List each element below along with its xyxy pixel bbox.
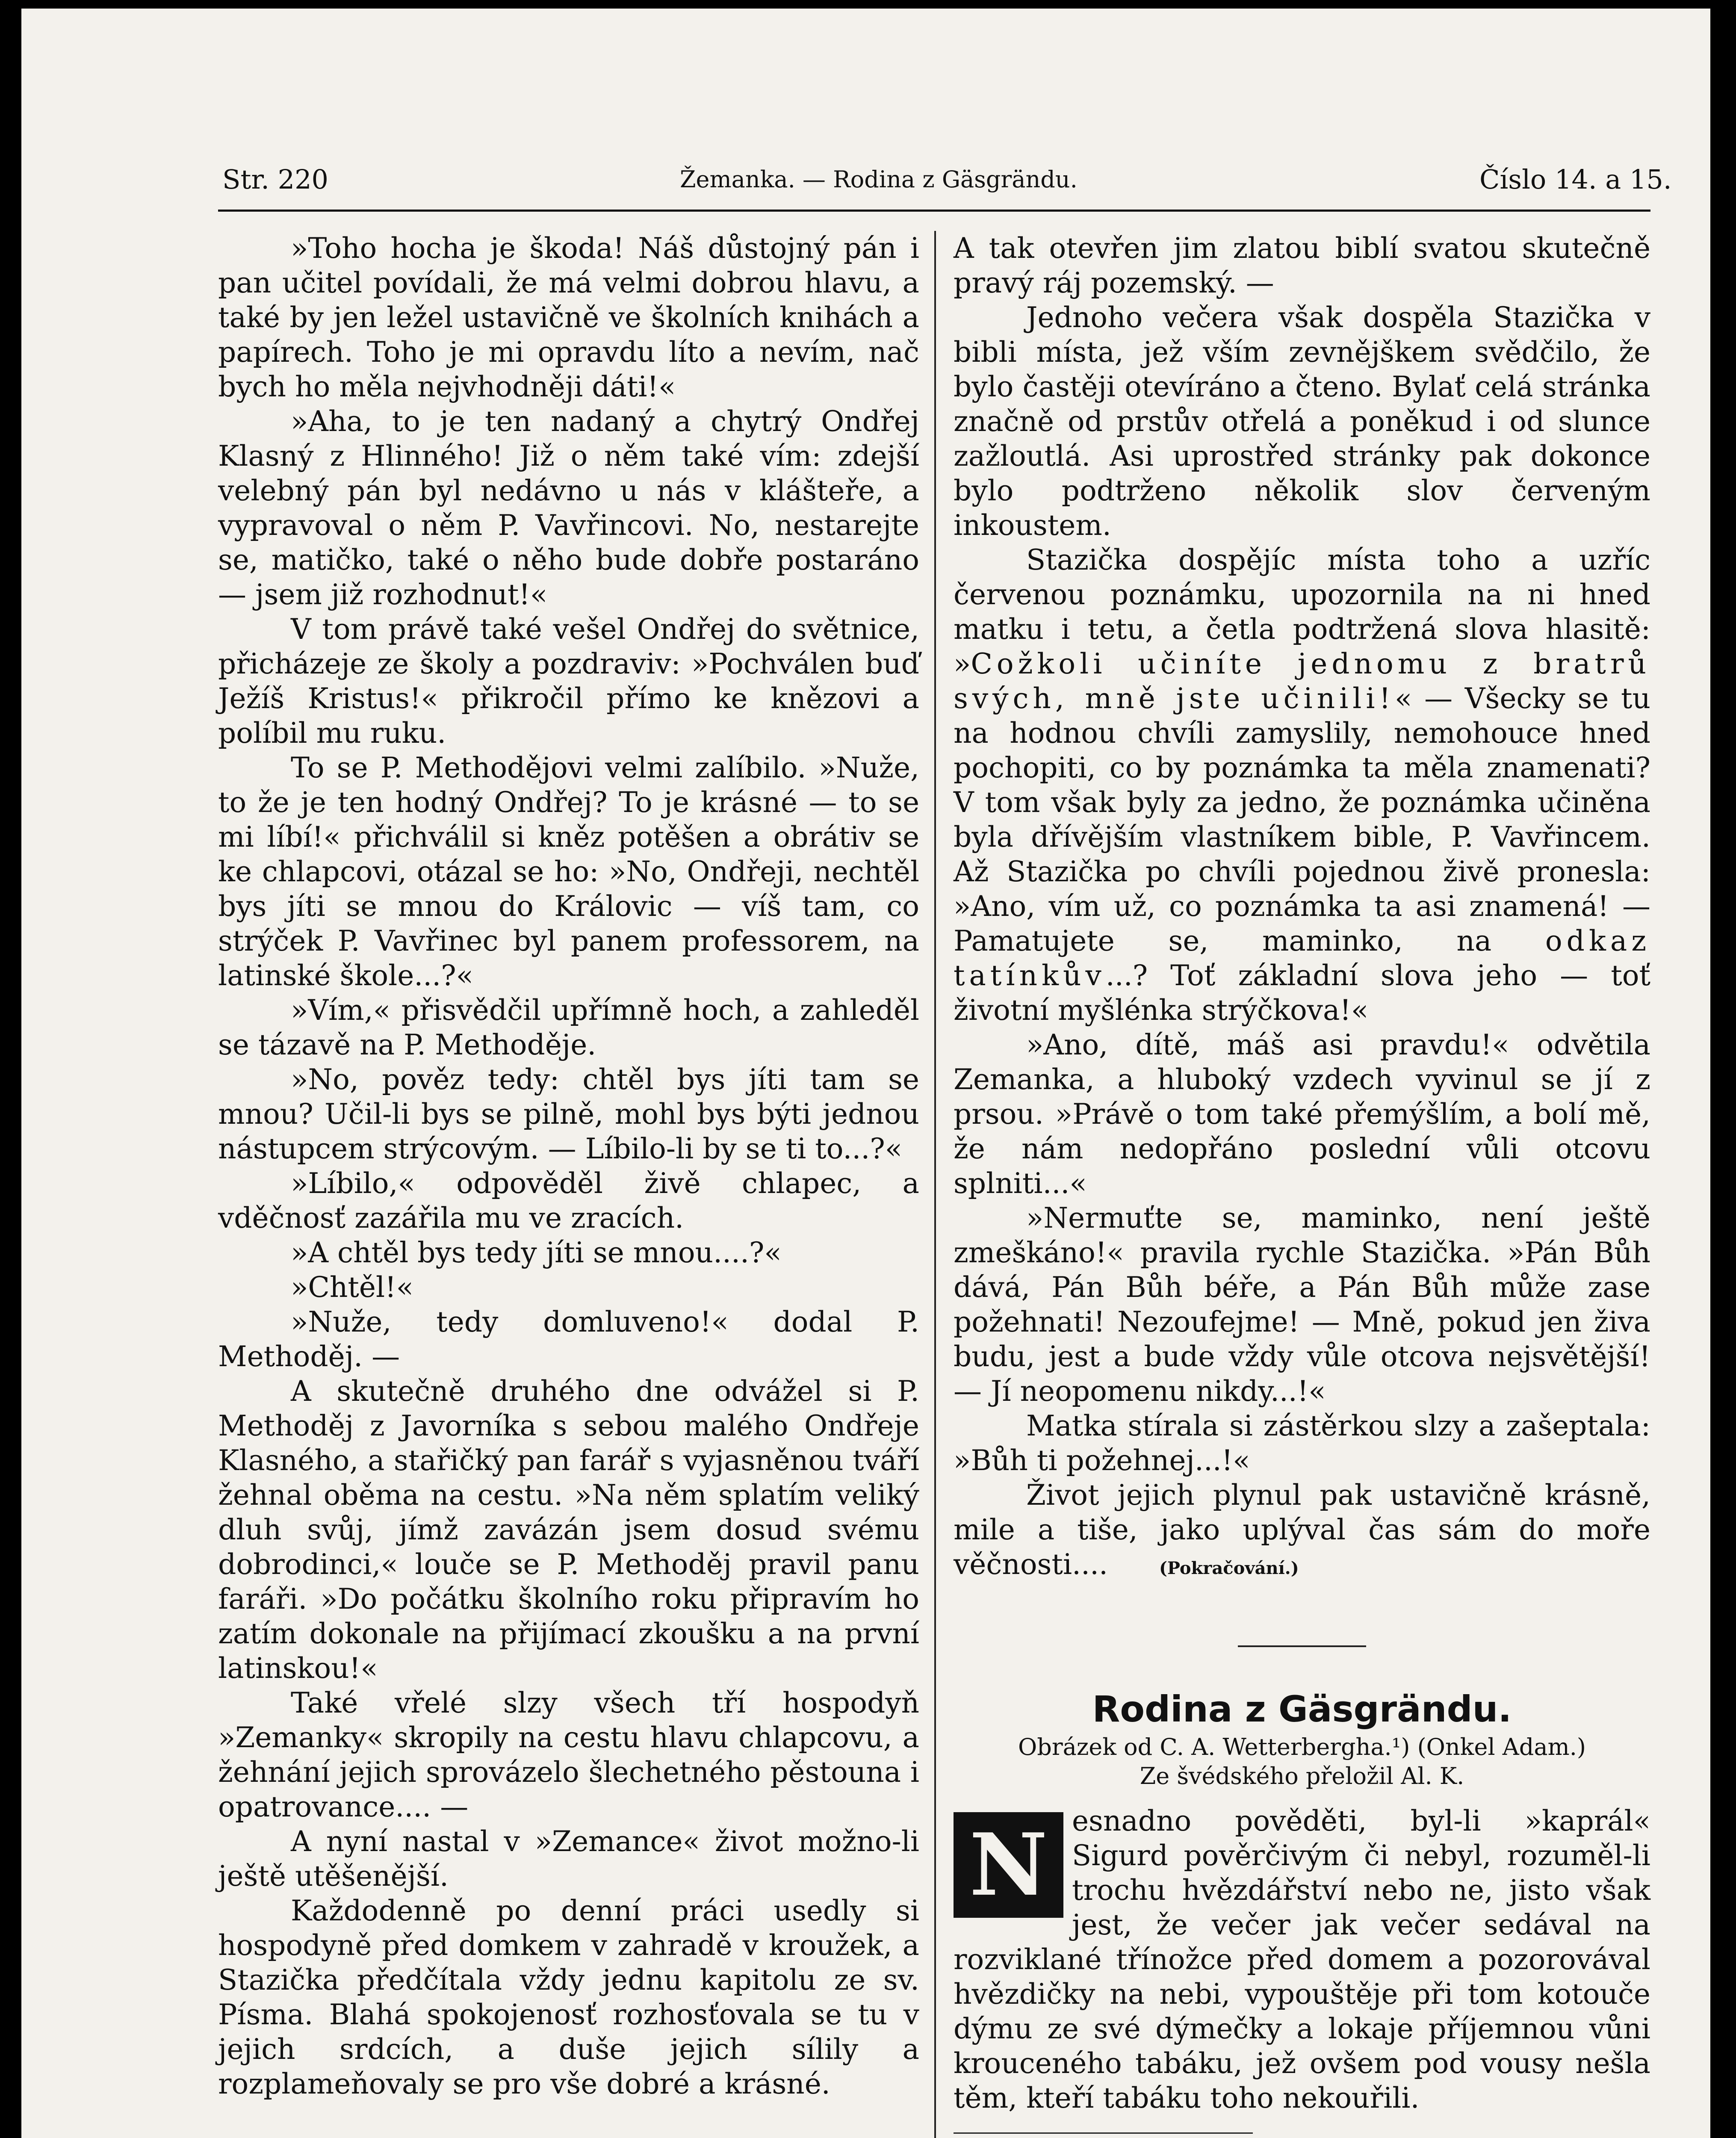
decorative-initial: N [954, 1812, 1063, 1918]
article-body [954, 1804, 1650, 2115]
paragraph: »No, pověz tedy: chtěl bys jíti tam se mnou? Učil-li bys se pilně, mohl bys býti jednou nástupcem strýcovým. — Líbilo-li by se ti to...?« [218, 1063, 919, 1165]
paragraph: V tom právě také vešel Ondřej do světnice, přicházeje ze školy a pozdraviv: »Pochválen buď Ježíš Kristus!« přikročil přímo ke knězovi a políbil mu ruku. [218, 613, 919, 750]
translator-credit: Ze švédského přeložil Al. K. [1140, 1763, 1464, 1790]
text-run: « — Všecky se tu na hodnou chvíli zamyslily, nemohouce hned pochopiti, co by poznámka ta měla znamenati? V tom však byly za jedno, že poznámka učiněna byla dřívějším vlastníkem bible, P. Vavřincem. Až Stazička po chvíli pojednou živě pronesla: »Ano, vím už, co poznámka ta asi znamená! — Pamatujete se, maminko, na [954, 682, 1650, 957]
paragraph: »A chtěl bys tedy jíti se mnou....?« [291, 1236, 782, 1269]
header-rule [218, 210, 1650, 212]
right-column [954, 231, 1650, 2138]
paragraph: To se P. Methodějovi velmi zalíbilo. »Nuže, to že je ten hodný Ondřej? To je krásné — to se mi líbí!« přichválil si kněz potěšen a obrátiv se ke chlapcovi, otázal se ho: »No, Ondřeji, nechtěl bys jíti se mnou do Královic — víš tam, co strýček P. Vavřinec byl panem professorem, na latinské škole...?« [218, 751, 919, 992]
paragraph: Matka stírala si zástěrkou slzy a zašeptala: »Bůh ti požehnej...!« [954, 1409, 1650, 1477]
page-number: Str. 220 [222, 164, 328, 195]
issue-number: Číslo 14. a 15. [1479, 164, 1672, 195]
paragraph: Také vřelé slzy všech tří hospodyň »Zemanky« skropily na cestu hlavu chlapcovu, a žehnání jejich sprovázelo šlechetného pěstouna i opatrovance.... — [218, 1686, 919, 1823]
paragraph: »Nermuťte se, maminko, není ještě zmeškáno!« pravila rychle Stazička. »Pán Bůh dává, Pán Bůh béře, a Pán Bůh může zase požehnati! Nezoufejme! — Mně, pokud jen živa budu, jest a bude vždy vůle otcova nejsvětější! — Jí neopomenu nikdy...!« [954, 1202, 1650, 1408]
footnote-rule [954, 2132, 1253, 2134]
paragraph: »Aha, to je ten nadaný a chytrý Ondřej Klasný z Hlinného! Již o něm také vím: zdejší velebný pán byl nedávno u nás v klášteře, a vypravoval o něm P. Vavřincovi. No, nestarejte se, matičko, také o něho bude dobře postaráno — jsem již rozhodnut!« [218, 405, 919, 611]
spaced-phrase: odkaz tatínkův [954, 924, 1650, 992]
paragraph: esnadno pověděti, byl-li »kaprál« Sigurd pověrčivým či nebyl, rozuměl-li trochu hvězdářství nebo ne, jisto však jest, že večer jak večer sedával na rozviklané třínožce před domem a pozorovával hvězdičky na nebi, vypouštěje při tom kotouče dýmu ze své dýmečky a lokaje příjemnou vůni krouceného tabáku, jež ovšem pod vousy nešla těm, kteří tabáku toho nekouřili. [954, 1804, 1650, 2114]
paragraph [954, 543, 1650, 1028]
text-run: ...? Toť základní slova jeho — toť životní myšlénka strýčkova!« [954, 959, 1650, 1027]
article-subtitle: Obrázek od C. A. Wetterbergha.¹) (Onkel Adam.) [1018, 1733, 1586, 1760]
paragraph: »Ano, dítě, máš asi pravdu!« odvětila Zemanka, a hluboký vzdech vyvinul se jí z prsou. »Právě o tom také přemýšlím, a bolí mě, že nám nedopřáno poslední vůli otcovu splniti...« [954, 1028, 1650, 1200]
continued-note: (Pokračování.) [1159, 1558, 1299, 1578]
article-title: Rodina z Gäsgrändu. [1092, 1688, 1512, 1730]
column-divider [934, 231, 936, 2138]
paragraph: »Chtěl!« [291, 1271, 413, 1304]
paragraph: Každodenně po denní práci usedly si hospodyně před domkem v zahradě v kroužek, a Stazička předčítala vždy jednu kapitolu ze sv. Písma. Blahá spokojenosť rozhosťovala se tu v jejich srdcích, a duše jejich sílily a rozplameňovaly se pro vše dobré a krásné. [218, 1894, 919, 2100]
left-column [218, 231, 919, 2101]
paragraph: »Nuže, tedy domluveno!« dodal P. Methoděj. — [218, 1305, 919, 1373]
page [21, 9, 1710, 2138]
paragraph: A skutečně druhého dne odvážel si P. Methoděj z Javorníka s sebou malého Ondřeje Klasného, a stařičký pan farář s vyjasněnou tváří žehnal oběma na cestu. »Na něm splatím veliký dluh svůj, jímž zavázán jsem dosud svému dobrodinci,« louče se P. Methoděj pravil panu faráři. »Do počátku školního roku připravím ho zatím dokonale na přijímací zkoušku a na první latinskou!« [218, 1375, 919, 1685]
running-title: Žemanka. — Rodina z Gäsgrändu. [680, 166, 1078, 193]
paragraph: A nyní nastal v »Zemance« život možno-li ještě utěšenější. [218, 1825, 919, 1893]
paragraph: Jednoho večera však dospěla Stazička v bibli místa, jež vším zevnějškem svědčilo, že bylo častěji otevíráno a čteno. Bylať celá stránka značně od prstův otřelá a poněkud i od slunce zažloutlá. Asi uprostřed stránky pak dokonce bylo podtrženo několik slov červeným inkoustem. [954, 301, 1650, 542]
text-run: Život jejich plynul pak ustavičně krásně, mile a tiše, jako uplýval čas sám do moře věčnosti.... [954, 1479, 1650, 1581]
paragraph: »Líbilo,« odpověděl živě chlapec, a vděčnosť zazářila mu ve zracích. [218, 1167, 919, 1234]
paragraph [954, 1478, 1650, 1586]
spaced-quote: Cožkoli učiníte jednomu z bratrů svých, mně jste učinili! [954, 647, 1650, 715]
paragraph: A tak otevřen jim zlatou biblí svatou skutečně pravý ráj pozemský. — [954, 232, 1650, 299]
paragraph: »Vím,« přisvědčil upřímně hoch, a zahleděl se tázavě na P. Methoděje. [218, 994, 919, 1061]
text-run: Stazička dospějíc místa toho a uzříc červenou poznámku, upozornila na ni hned matku i tetu, a četla podtržená slova hlasitě: » [954, 543, 1650, 680]
section-divider [1238, 1645, 1366, 1647]
paragraph: »Toho hocha je škoda! Náš důstojný pán i pan učitel povídali, že má velmi dobrou hlavu, a také by jen ležel ustavičně ve školních knihách a papírech. Toho je mi opravdu líto a nevím, nač bych ho měla nejvhodněji dáti!« [218, 232, 919, 403]
